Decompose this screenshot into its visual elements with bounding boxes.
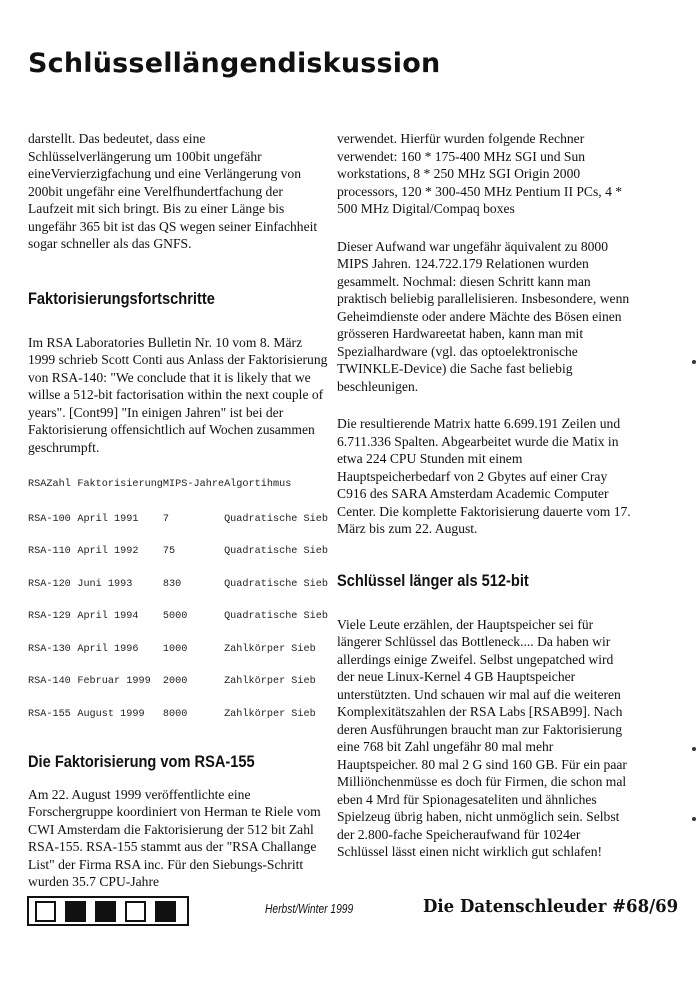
footer-season: Herbst/Winter 1999 [265,902,354,916]
empty-square-icon [125,901,146,922]
table-cell: 7 [162,513,170,525]
table-cell: Februar 1999 [77,676,151,687]
empty-square-icon [35,901,56,922]
table-cell: 75 [162,546,176,557]
footer-box-strip [27,896,189,926]
scan-mark [692,360,696,364]
mips-paragraph: Dieser Aufwand war ungefähr äquivalent zu 8000 MIPS Jahren. 124.722.179 Relationen wurden gesammelt. Nochmal: diesen Schritt kann man praktisch beliebig parallelisieren. Insbesondere, wenn Geheimdienste oder andere Mächte des Bösen einen grösseren Hardwareetat haben, kann man mit Spezialhardware (vgl. das optoelektronische TWINKLE-Device) die Sache fast beliebig beschleunigen. [337,238,630,394]
section-heading-rsa155: Die Faktorisierung vom RSA-155 [28,751,255,771]
table-row [28,525,328,558]
table-cell: RSA-120 [28,578,71,590]
table-cell: RSA-129 [28,611,71,622]
table-cell: Quadratische Sieb [224,513,328,525]
table-header-row [28,476,328,492]
rsa155-paragraph: Am 22. August 1999 veröffentlichte eine Forschergruppe koordiniert von Herman te Riele vom CWI Amsterdam die Faktorisierung der 512 bit Zahl RSA-155. RSA-155 stammt aus der "RSA Challange List" der Firma RSA inc. Für den Siebungs-Schritt wurden 35.7 CPU-Jahre [28,786,321,889]
table-row [28,687,328,720]
table-cell: April 1996 [77,643,139,655]
table-cell: Quadratische Sieb [224,611,328,622]
hauptspeicher-paragraph: Viele Leute erzählen, der Hauptspeicher sei für längerer Schlüssel das Bottleneck.... Da haben wir allerdings einige Zweifel. Selbst ungepatched wird der neue Linux-Kernel 4 GB Hauptspeicher unterstützten. Und schauen wir mal auf die weiteren Komplexitätszahlen der RSA Labs [RSAB99]. Nach deren Ausführungen braucht man zur Faktorisierung eine 768 bit Zahl ungefähr 80 mal mehr Hauptspeicher. 80 mal 2 G sind 160 GB. Für ein paar Milliönchenmüsse es doch für Firmen, die schon mal eben 4 Mrd für Spionagesateliten und ähnliches Spielzeug übrig haben, nicht unmöglich sein. Selbst der 2.800-fache Speicheraufwand für 1024er Schlüssel lässt einen nicht wirklich gut schlafen! [337,616,627,859]
table-cell: Juni 1993 [77,578,133,590]
rsa-table [28,476,328,720]
table-cell: April 1992 [77,546,139,557]
table-row [28,492,328,525]
table-cell: 830 [162,578,182,590]
table-cell: Zahlkörper Sieb [224,643,316,655]
section-heading-512bit: Schlüssel länger als 512-bit [337,570,529,590]
matrix-paragraph: Die resultierende Matrix hatte 6.699.191 Zeilen und 6.711.336 Spalten. Abgearbeitet wurde die Matix in etwa 224 CPU Stunden mit einem Hauptspeicherbedarf von 2 Gbytes auf einer Cray C916 des SARA Amsterdam Academic Computer Center. Die komplette Faktorisierung dauerte vom 17. März bis zum 22. August. [337,416,631,536]
table-header-cell: MIPS-Jahre [162,478,225,490]
table-cell: Quadratische Sieb [224,578,328,590]
filled-square-icon [65,901,86,922]
table-cell: April 1991 [77,513,139,525]
table-cell: RSA-155 [28,708,71,720]
scan-mark [692,747,696,751]
filled-square-icon [155,901,176,922]
right-column [337,130,632,861]
section-heading-faktorisierungsfortschritte: Faktorisierungsfortschritte [28,288,215,308]
scan-mark [692,817,696,821]
table-cell: Zahlkörper Sieb [224,676,316,687]
table-row [28,655,328,688]
table-cell: 1000 [162,643,188,655]
hardware-paragraph: verwendet. Hierfür wurden folgende Rechner verwendet: 160 * 175-400 MHz SGI und Sun workstations, 8 * 250 MHz SGI Origin 2000 processors, 120 * 300-450 MHz Pentium II PCs, 4 * 500 MHz Digital/Compaq boxes [337,131,623,216]
table-row [28,622,328,655]
page-title: Schlüssellängendiskussion [28,48,441,79]
table-row [28,557,328,590]
table-cell: RSA-130 [28,643,71,655]
table-header-cell: Faktorisierung [77,478,163,490]
table-cell: 8000 [162,708,188,720]
left-column [28,130,328,891]
table-cell: RSA-100 [28,513,71,525]
table-cell: 5000 [162,611,188,622]
table-cell: August 1999 [77,708,145,720]
footer-magazine-name: Die Datenschleuder #68/69 [423,896,679,917]
table-cell: RSA-140 [28,676,71,687]
table-row [28,590,328,623]
table-cell: 2000 [162,676,188,687]
table-cell: RSA-110 [28,546,71,557]
filled-square-icon [95,901,116,922]
table-cell: Zahlkörper Sieb [224,708,316,720]
faktorisierung-paragraph: Im RSA Laboratories Bulletin Nr. 10 vom 8. März 1999 schrieb Scott Conti aus Anlass der Faktorisierung von RSA-140: "We conclude that it is likely that we willse a 512-bit factorisation within the next couple of years". [Cont99] "In einigen Jahren" ist bei der Faktorisierung offensichtlich auf Wochen zusammen geschrumpft. [28,334,328,455]
table-cell: April 1994 [77,611,139,622]
table-header-cell: RSAZahl [28,478,71,490]
intro-paragraph: darstellt. Das bedeutet, dass eine Schlüsselverlängerung um 100bit ungefähr eineVervierzigfachung und eine Verlängerung von 200bit ungefähr eine Verelfhundertfachung der Laufzeit mit sich bringt. Bis zu einer Länge bis ungefähr 365 bit ist das QS wegen seiner Einfachheit sogar schneller als das GNFS. [28,131,318,251]
table-header-cell: Algortihmus [224,478,292,490]
table-cell: Quadratische Sieb [224,546,328,557]
